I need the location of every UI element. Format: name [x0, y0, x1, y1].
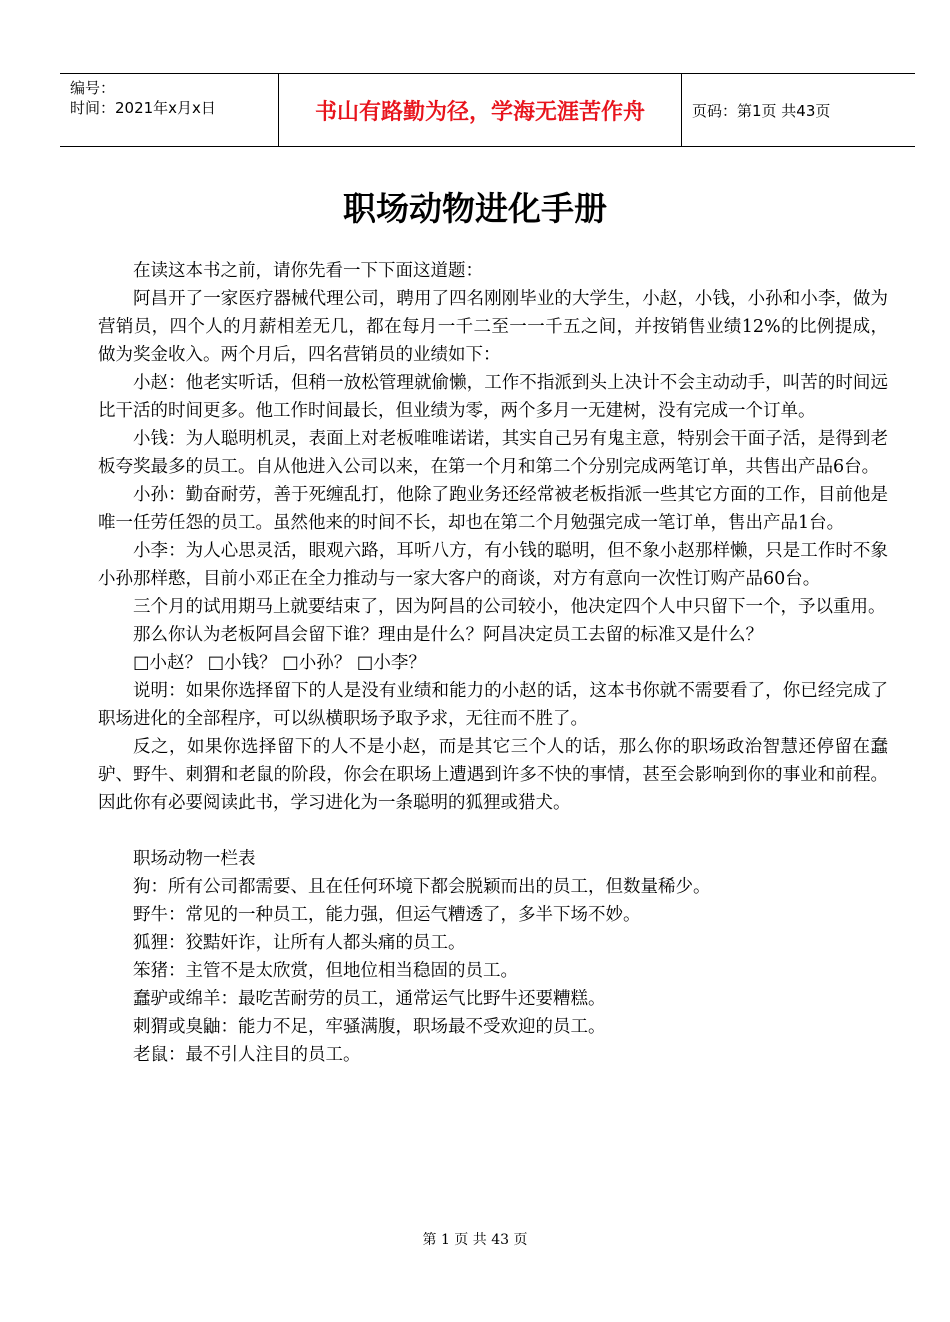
document-title: 职场动物进化手册 — [343, 189, 607, 228]
paragraph-xiaosun: 小孙：勤奋耐劳，善于死缠乱打，他除了跑业务还经常被老板指派一些其它方面的工作，目前他是唯一任劳任怨的员工。虽然他来的时间不长，却也在第二个月勉强完成一笔订单，售出产品1台。 — [98, 485, 888, 533]
number-label: 编号： — [70, 79, 116, 97]
paragraph-intro: 在读这本书之前，请你先看一下下面这道题： — [133, 261, 483, 281]
motto: 书山有路勤为径，学海无涯苦作舟 — [278, 74, 682, 146]
animal-list-item: 狗：所有公司都需要、且在任何环境下都会脱颖而出的员工，但数量稀少。 — [133, 877, 711, 897]
header-table — [60, 73, 915, 147]
paragraph-trial: 三个月的试用期马上就要结束了，因为阿昌的公司较小，他决定四个人中只留下一个，予以重用。 — [133, 597, 886, 617]
page-footer: 第 1 页 共 43 页 — [422, 1232, 528, 1248]
paragraph-conversely: 反之，如果你选择留下的人不是小赵，而是其它三个人的话，那么你的职场政治智慧还停留在蠢驴、野牛、刺猬和老鼠的阶段，你会在职场上遭遇到许多不快的事情，甚至会影响到你的事业和前程。因此你有必要阅读此书，学习进化为一条聪明的狐狸或猎犬。 — [98, 737, 888, 813]
paragraph-xiaoli: 小李：为人心思灵活，眼观六路，耳听八方，有小钱的聪明，但不象小赵那样懒，只是工作时不象小孙那样憨，目前小邓正在全力推动与一家大客户的商谈，对方有意向一次性订购产品60台。 — [98, 541, 888, 589]
animal-list-item: 刺猬或臭鼬：能力不足，牢骚满腹，职场最不受欢迎的员工。 — [133, 1017, 606, 1037]
paragraph-story: 阿昌开了一家医疗器械代理公司，聘用了四名刚刚毕业的大学生，小赵，小钱，小孙和小李，做为营销员，四个人的月薪相差无几，都在每月一千二至一一千五之间，并按销售业绩12%的比例提成，做为奖金收入。两个月后，四名营销员的业绩如下： — [98, 289, 888, 365]
animal-list-item: 蠢驴或绵羊：最吃苦耐劳的员工，通常运气比野牛还要糟糕。 — [133, 989, 606, 1009]
page-info: 页码：第1页 共43页 — [692, 101, 831, 120]
paragraph-xiaoqian: 小钱：为人聪明机灵，表面上对老板唯唯诺诺，其实自己另有鬼主意，特别会干面子活，是得到老板夸奖最多的员工。自从他进入公司以来，在第一个月和第二个分别完成两笔订单，共售出产品6台。 — [98, 429, 888, 477]
paragraph-explanation: 说明：如果你选择留下的人是没有业绩和能力的小赵的话，这本书你就不需要看了，你已经完成了职场进化的全部程序，可以纵横职场予取予求，无往而不胜了。 — [98, 681, 888, 729]
animal-list-item: 狐狸：狡黠奸诈，让所有人都头痛的员工。 — [133, 933, 466, 953]
paragraph-question: 那么你认为老板阿昌会留下谁？理由是什么？阿昌决定员工去留的标准又是什么？ — [133, 625, 763, 645]
animal-list-item: 笨猪：主管不是太欣赏，但地位相当稳固的员工。 — [133, 961, 518, 981]
animal-list-item: 野牛：常见的一种员工，能力强，但运气糟透了，多半下场不妙。 — [133, 905, 641, 925]
paragraph-choices: □小赵？ □小钱？ □小孙？ □小李？ — [133, 653, 426, 673]
header-meta — [60, 74, 278, 146]
document-body — [98, 257, 888, 1069]
spacer — [98, 817, 888, 845]
animal-list-item: 老鼠：最不引人注目的员工。 — [133, 1045, 361, 1065]
paragraph-xiaozhao: 小赵：他老实听话，但稍一放松管理就偷懒，工作不指派到头上决计不会主动动手，叫苦的时间远比干活的时间更多。他工作时间最长，但业绩为零，两个多月一无建树，没有完成一个订单。 — [98, 373, 888, 421]
animal-list-heading: 职场动物一栏表 — [133, 849, 256, 869]
time-label: 时间：2021年x月x日 — [70, 99, 216, 117]
